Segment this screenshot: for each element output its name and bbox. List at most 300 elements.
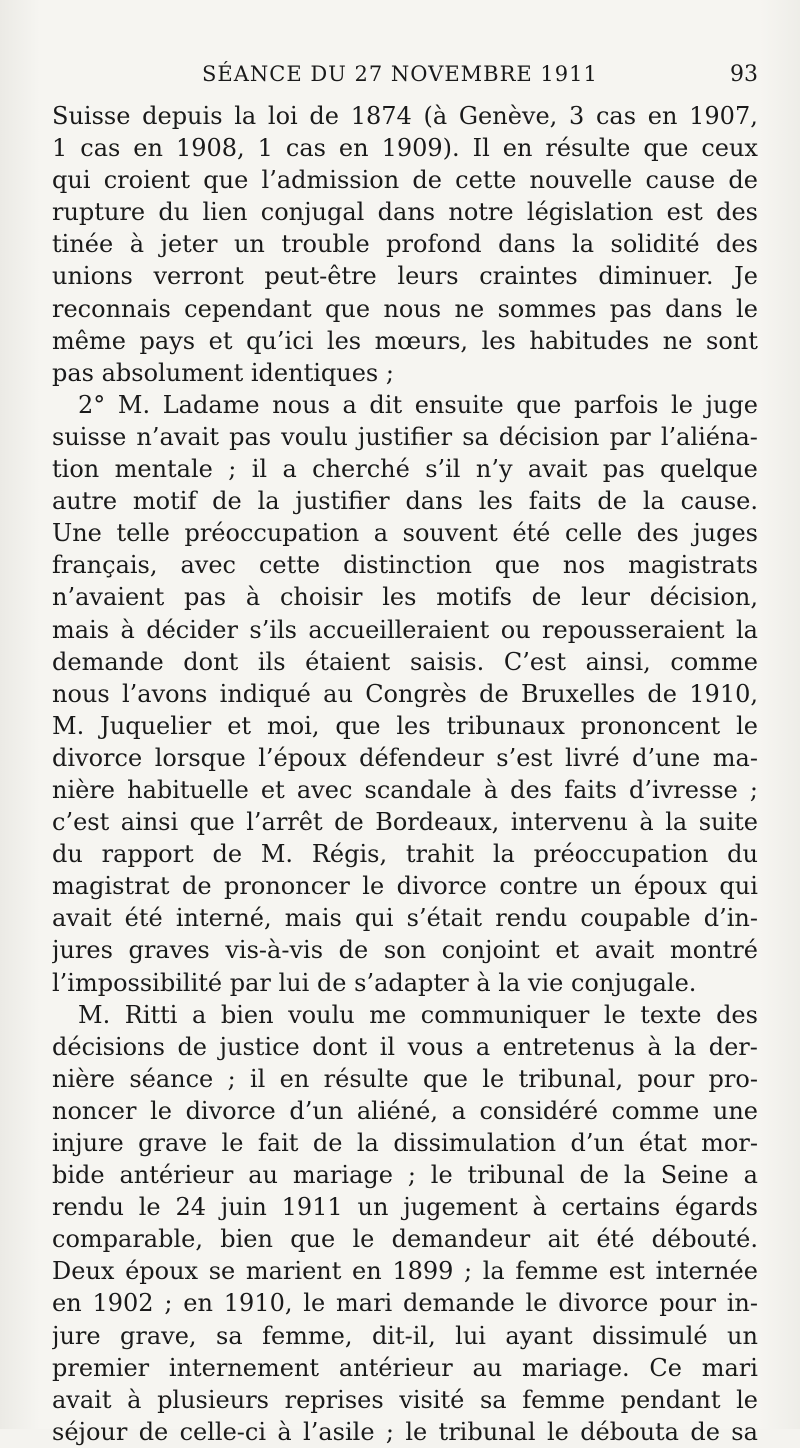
- word: comme: [670, 647, 758, 676]
- word: Congrès: [365, 679, 467, 708]
- word: la: [665, 808, 688, 837]
- word: avec: [296, 775, 353, 804]
- word: le: [736, 1385, 758, 1414]
- word: cherché: [312, 455, 410, 484]
- word: préoccupation: [533, 840, 709, 869]
- word: s’ils: [249, 615, 297, 644]
- word: dans: [377, 198, 436, 227]
- word: tinée: [52, 230, 114, 259]
- text-line: [52, 1384, 758, 1416]
- word: Suisse: [52, 102, 131, 130]
- word: en: [133, 134, 163, 163]
- word: des: [636, 519, 679, 548]
- word: une: [712, 1096, 758, 1125]
- word: du: [52, 840, 83, 869]
- word: sa: [462, 422, 489, 451]
- word: juin: [220, 1193, 267, 1222]
- word: C’est: [503, 647, 566, 676]
- word: pas: [184, 583, 227, 612]
- word: l’avons: [121, 679, 208, 708]
- word: il: [379, 1032, 396, 1061]
- word: cas: [285, 134, 326, 163]
- word: des: [716, 230, 758, 259]
- text-line: [52, 228, 758, 260]
- word: lorsque: [154, 743, 246, 772]
- word: tribunal: [467, 1161, 565, 1190]
- word: mor-: [701, 1129, 758, 1157]
- word: avait: [52, 904, 112, 933]
- word: l’époux: [258, 743, 347, 772]
- text-line: [52, 710, 758, 742]
- word: pour: [659, 1289, 716, 1318]
- word: demandeur: [391, 1225, 531, 1254]
- word: magistrat: [52, 872, 170, 901]
- word: 1874: [350, 102, 412, 130]
- word: ceux: [701, 134, 758, 163]
- word: 1902: [92, 1289, 154, 1318]
- word: certains: [561, 1193, 661, 1222]
- text-line: [52, 646, 758, 678]
- word: injure: [52, 1129, 124, 1157]
- word: mari: [701, 1353, 758, 1382]
- word: jugement: [403, 1193, 518, 1222]
- word: ;: [407, 1161, 416, 1190]
- word: mais: [284, 904, 342, 933]
- word: aliéné,: [356, 1096, 438, 1125]
- word: a: [342, 390, 357, 419]
- word: du: [158, 198, 190, 227]
- word: pendant: [620, 1385, 721, 1414]
- word: contre: [499, 872, 578, 901]
- word: internée: [655, 1257, 758, 1286]
- word: au: [472, 1353, 503, 1382]
- text-line: [52, 453, 758, 485]
- word: prononcent: [580, 711, 721, 740]
- word: rendu: [495, 904, 568, 933]
- word: séance: [129, 1064, 214, 1093]
- word: graves: [128, 936, 210, 965]
- word: de: [212, 840, 243, 869]
- word: a: [475, 1032, 491, 1061]
- word: justifier: [357, 422, 453, 451]
- word: rapport: [101, 840, 194, 869]
- word: de: [579, 1161, 610, 1190]
- word: état: [638, 1129, 687, 1157]
- word: ayant: [505, 1321, 573, 1350]
- word: notre: [448, 198, 514, 227]
- word: tribunal: [438, 1417, 536, 1446]
- word: séjour: [52, 1417, 128, 1446]
- word: divorce: [558, 1289, 649, 1318]
- word: dit: [369, 390, 403, 419]
- word: à: [129, 230, 144, 259]
- word: le: [671, 390, 693, 419]
- word: de: [312, 1129, 343, 1157]
- text-line: [52, 1352, 758, 1384]
- word: leur: [581, 583, 630, 612]
- word: et: [260, 775, 285, 804]
- word: premier: [52, 1353, 150, 1382]
- word: 1: [257, 134, 273, 163]
- word: que: [422, 1064, 468, 1093]
- text-line: [52, 1287, 758, 1319]
- word: n’y: [475, 455, 513, 484]
- word: dans: [405, 487, 463, 516]
- word: mariage: [292, 1161, 393, 1190]
- word: lui: [455, 1321, 486, 1350]
- word: le: [138, 1193, 161, 1222]
- word: son: [383, 936, 427, 965]
- word: ensuite: [414, 390, 504, 419]
- word: moi,: [266, 711, 320, 740]
- word: sa: [731, 1417, 758, 1446]
- word: peut-être: [264, 262, 377, 291]
- text-line: [52, 164, 758, 196]
- word: pro-: [708, 1064, 758, 1093]
- text-line: [52, 100, 758, 132]
- word: en: [647, 102, 678, 130]
- text-line: [52, 1095, 758, 1127]
- word: résulte: [323, 1064, 409, 1093]
- page-number: 93: [730, 62, 758, 87]
- word: de: [479, 679, 509, 708]
- body-text: [52, 100, 758, 1448]
- word: en: [279, 1064, 310, 1093]
- word: voulu: [288, 1000, 355, 1029]
- word: a: [373, 519, 389, 548]
- word: dont: [183, 647, 239, 676]
- word: il: [251, 455, 268, 484]
- word: la: [234, 102, 257, 130]
- word: décision,: [649, 583, 758, 612]
- word: bien: [220, 1225, 273, 1254]
- word: celle: [564, 519, 623, 548]
- word: n’avait: [136, 422, 219, 451]
- word: divorce: [52, 743, 143, 772]
- word: 1: [52, 134, 68, 163]
- word: unions: [52, 262, 133, 291]
- word: grave: [138, 1129, 208, 1157]
- word: communiquer: [420, 1000, 590, 1029]
- text-line: [52, 132, 758, 164]
- word: se: [208, 1257, 236, 1286]
- word: l’admission: [261, 166, 400, 195]
- word: les: [481, 326, 516, 355]
- word: été: [124, 904, 163, 933]
- word: choisir: [279, 583, 363, 612]
- text-line: [52, 1031, 758, 1063]
- word: ne: [454, 294, 485, 323]
- word: 1911: [281, 1193, 343, 1222]
- word: ainsi: [120, 808, 179, 837]
- word: scandale: [364, 775, 472, 804]
- word: cas: [80, 134, 121, 163]
- word: pas: [229, 422, 272, 451]
- word: ;: [164, 1289, 173, 1318]
- word: fait: [257, 1129, 299, 1157]
- word: dans: [665, 294, 723, 323]
- word: de: [177, 1032, 208, 1061]
- word: Bruxelles: [520, 679, 636, 708]
- word: de: [212, 487, 242, 516]
- word: la: [257, 487, 280, 516]
- text-line: [52, 934, 758, 966]
- word: des: [716, 1000, 758, 1029]
- word: Ce: [649, 1353, 682, 1382]
- word: et: [227, 711, 252, 740]
- word: motifs: [436, 583, 512, 612]
- text-line: [52, 325, 758, 357]
- word: visité: [399, 1385, 465, 1414]
- word: marient: [245, 1257, 342, 1286]
- word: égards: [674, 1193, 758, 1222]
- word: cette: [258, 551, 321, 580]
- word: faits: [564, 775, 617, 804]
- word: à: [532, 1193, 547, 1222]
- word: des: [510, 775, 552, 804]
- word: habitudes: [529, 326, 650, 355]
- word: de: [597, 487, 627, 516]
- text-line: [52, 1191, 758, 1223]
- word: d’un: [570, 1129, 625, 1157]
- word: dit-il,: [371, 1321, 436, 1350]
- text-line: [52, 1127, 758, 1159]
- word: de: [338, 936, 369, 965]
- word: débouté.: [651, 1225, 758, 1254]
- word: voulu: [281, 422, 348, 451]
- word: qui: [719, 872, 758, 901]
- text-line: [52, 614, 758, 646]
- word: nouvelle: [529, 166, 633, 195]
- word: le: [150, 1096, 172, 1125]
- word: le: [736, 294, 758, 323]
- word: avait: [52, 1385, 112, 1414]
- word: à: [245, 583, 261, 612]
- word: en: [502, 134, 533, 163]
- word: à: [647, 1032, 662, 1061]
- word: pour: [637, 1064, 695, 1093]
- word: au: [323, 679, 353, 708]
- word: M.: [78, 1000, 111, 1029]
- text-line: [52, 774, 758, 806]
- word: demande: [403, 1289, 515, 1318]
- word: c’est: [52, 808, 110, 837]
- word: la: [735, 615, 758, 644]
- word: M.: [260, 840, 294, 869]
- word: montré: [669, 936, 758, 965]
- text-line: pas absolument identiques ;: [52, 358, 394, 387]
- word: craintes: [479, 262, 578, 291]
- text-line: [52, 902, 758, 934]
- word: à: [120, 615, 135, 644]
- word: le: [525, 1289, 548, 1318]
- word: femme: [515, 1257, 599, 1286]
- word: sont: [706, 326, 758, 355]
- word: souvent: [402, 519, 498, 548]
- word: trouble: [281, 230, 370, 259]
- running-head: [52, 62, 758, 96]
- word: nos: [562, 551, 606, 580]
- word: quelque: [660, 455, 758, 484]
- word: femme: [522, 1385, 606, 1414]
- word: 1909).: [381, 134, 460, 163]
- word: cas: [595, 102, 637, 130]
- word: cause.: [680, 487, 758, 516]
- word: de: [181, 872, 212, 901]
- word: tribunal,: [518, 1064, 624, 1093]
- word: Bordeaux,: [375, 808, 500, 837]
- word: Seine: [660, 1161, 729, 1190]
- word: 1899: [392, 1257, 454, 1286]
- word: même: [52, 326, 126, 355]
- word: cependant: [184, 294, 312, 323]
- word: ;: [385, 1417, 394, 1446]
- word: un: [590, 872, 622, 901]
- text-line: [52, 1255, 758, 1287]
- text-line: [52, 517, 758, 549]
- word: de: [728, 166, 758, 195]
- word: le: [546, 1417, 569, 1446]
- word: habituelle: [127, 775, 249, 804]
- word: le: [362, 872, 385, 901]
- word: texte: [640, 1000, 702, 1029]
- word: la: [492, 840, 515, 869]
- word: distinction: [343, 551, 472, 580]
- running-title: SÉANCE DU 27 NOVEMBRE 1911: [202, 62, 598, 86]
- word: que: [516, 390, 562, 419]
- word: comme: [611, 1096, 700, 1125]
- word: décision: [498, 422, 600, 451]
- word: faits: [528, 487, 582, 516]
- word: 1910,: [689, 679, 758, 708]
- word: de: [531, 583, 562, 612]
- word: a: [743, 1161, 758, 1190]
- word: pays: [139, 326, 196, 355]
- word: justice: [219, 1032, 300, 1061]
- word: ;: [228, 455, 237, 484]
- word: avait: [594, 936, 655, 965]
- word: été: [512, 519, 551, 548]
- word: vous: [407, 1032, 464, 1061]
- text-line: [52, 196, 758, 228]
- word: que: [335, 711, 381, 740]
- word: que: [494, 551, 540, 580]
- word: la: [572, 230, 595, 259]
- word: ;: [749, 775, 758, 804]
- word: en: [52, 1289, 82, 1318]
- word: du: [727, 840, 758, 869]
- word: l’arrêt: [246, 808, 323, 837]
- word: d’une: [632, 743, 701, 772]
- word: celle-ci: [179, 1417, 267, 1446]
- word: la: [356, 1129, 379, 1157]
- word: Deux: [52, 1257, 115, 1286]
- word: est: [666, 198, 703, 227]
- word: autre: [52, 487, 118, 516]
- word: profond: [386, 230, 482, 259]
- word: la: [674, 1032, 697, 1061]
- word: que: [189, 808, 235, 837]
- word: 24: [175, 1193, 206, 1222]
- word: prononcer: [224, 872, 350, 901]
- word: internement: [168, 1353, 320, 1382]
- word: indiqué: [219, 679, 311, 708]
- word: ainsi,: [585, 647, 651, 676]
- word: nière: [52, 1064, 116, 1093]
- word: mariage.: [521, 1353, 630, 1382]
- word: reconnais: [52, 294, 171, 323]
- word: reprises: [284, 1385, 384, 1414]
- word: d’ivresse: [629, 775, 738, 804]
- word: 1907,: [689, 102, 758, 130]
- word: motif: [132, 487, 197, 516]
- word: que: [290, 1225, 336, 1254]
- word: Genève,: [458, 102, 558, 130]
- word: cause: [645, 166, 716, 195]
- text-line: [52, 806, 758, 838]
- text-line: [52, 742, 758, 774]
- word: qui: [355, 904, 394, 933]
- word: plusieurs: [157, 1385, 269, 1414]
- word: au: [248, 1161, 278, 1190]
- word: ils: [257, 647, 286, 676]
- word: sommes: [497, 294, 597, 323]
- word: le: [405, 1417, 428, 1446]
- word: magistrats: [628, 551, 758, 580]
- word: le: [482, 1064, 505, 1093]
- word: suite: [698, 808, 758, 837]
- word: juge: [705, 390, 758, 419]
- word: Régis,: [311, 840, 388, 869]
- word: de: [647, 679, 677, 708]
- word: que: [325, 294, 371, 323]
- word: dans: [498, 230, 556, 259]
- word: repousseraient: [542, 615, 725, 644]
- word: 3: [569, 102, 585, 130]
- word: rendu: [52, 1193, 124, 1222]
- word: me: [369, 1000, 407, 1029]
- word: le: [221, 1129, 244, 1157]
- text-line: [52, 870, 758, 902]
- word: accueilleraient: [308, 615, 490, 644]
- word: défendeur: [359, 743, 484, 772]
- word: croient: [103, 166, 191, 195]
- word: le: [736, 711, 758, 740]
- text-line: [52, 838, 758, 870]
- text-line: [52, 549, 758, 581]
- text-line: [52, 293, 758, 325]
- word: le: [352, 1225, 375, 1254]
- word: le: [603, 1000, 626, 1029]
- word: antérieur: [119, 1161, 234, 1190]
- word: demande: [52, 647, 164, 676]
- word: de: [690, 1417, 720, 1446]
- word: 1910,: [223, 1289, 293, 1318]
- word: époux: [633, 872, 707, 901]
- word: mais: [52, 615, 110, 644]
- word: noncer: [52, 1096, 137, 1125]
- word: a: [192, 1000, 207, 1029]
- word: mœurs,: [374, 326, 469, 355]
- text-line: [52, 1223, 758, 1255]
- word: livré: [564, 743, 620, 772]
- word: saisis.: [409, 647, 485, 676]
- word: juges: [693, 519, 758, 548]
- word: tion: [52, 455, 100, 484]
- word: dissimulé: [592, 1321, 708, 1350]
- word: les: [478, 487, 513, 516]
- word: intervenu: [510, 808, 628, 837]
